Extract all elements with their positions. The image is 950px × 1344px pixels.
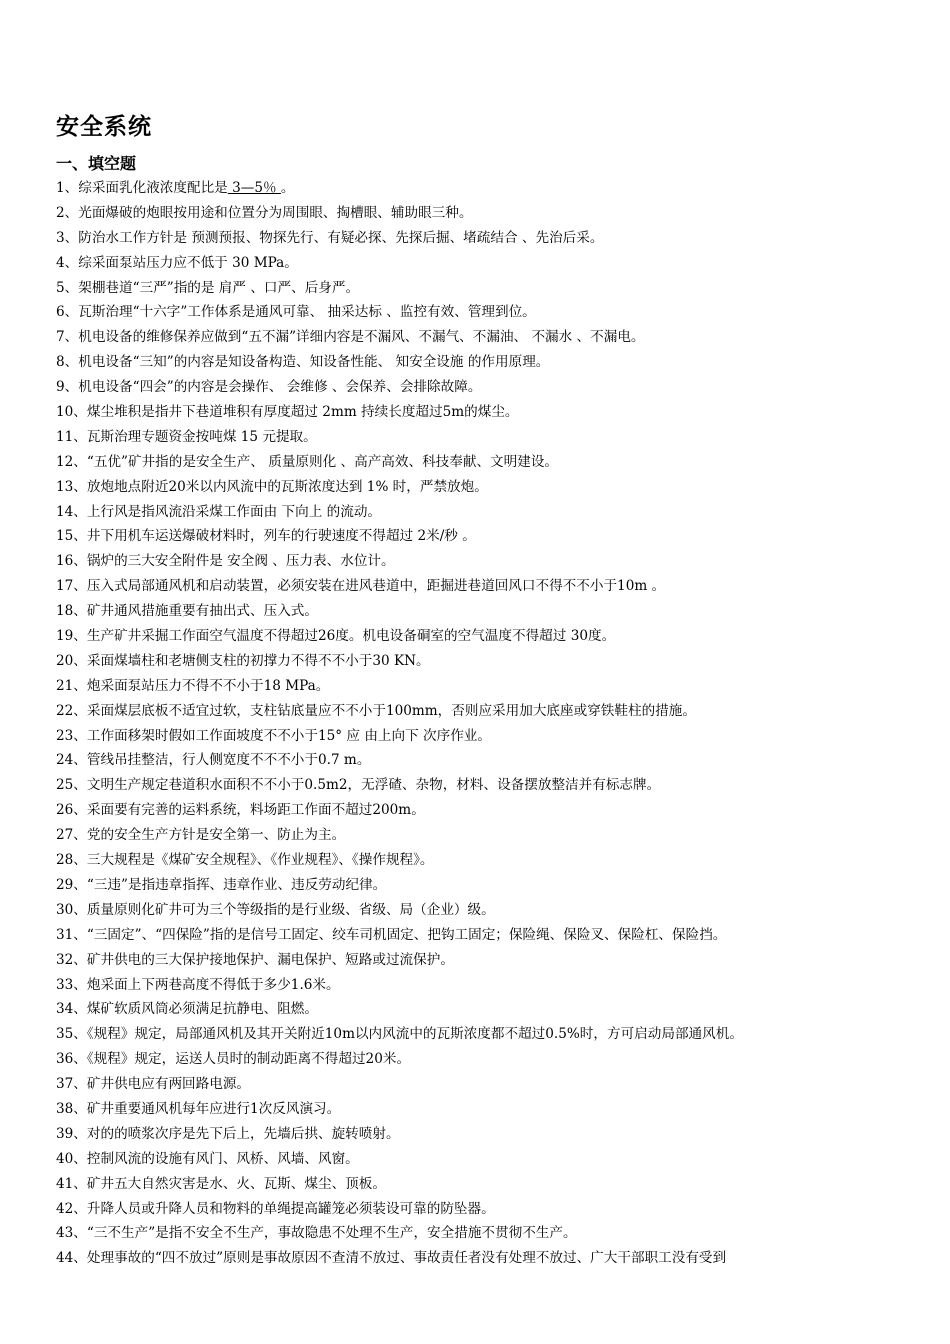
question-text: 8、机电设备“三知”的内容是知设备构造、知设备性能、 知安全设施 的作用原理。 [56,354,550,371]
question-text: 25、文明生产规定巷道积水面积不不小于0.5m2，无浮碴、杂物，材料、设备摆放整洁并有标志牌。 [56,777,661,794]
question-item [56,848,936,873]
question-text: 22、采面煤层底板不适宜过软，支柱钻底量应不不小于100mm，否则应采用加大底座或穿铁鞋柱的措施。 [56,702,696,719]
question-item [56,325,936,350]
question-item [56,1097,936,1122]
question-item [56,1221,936,1246]
question-item [56,500,936,525]
question-text: 36、《规程》规定，运送人员时的制动距离不得超过20米。 [56,1051,411,1068]
question-text: 41、矿井五大自然灾害是水、火、瓦斯、煤尘、顶板。 [56,1175,386,1192]
question-text: 23、工作面移架时假如工作面坡度不不小于15° 应 由上向下 次序作业。 [56,727,491,744]
question-text: 33、炮采面上下两巷高度不得低于多少1.6米。 [56,976,340,993]
question-item [56,350,936,375]
question-item [56,823,936,848]
question-item [56,226,936,251]
question-text: 20、采面煤墙柱和老塘侧支柱的初撑力不得不不小于30 KN。 [56,652,430,669]
question-text: 7、机电设备的维修保养应做到“五不漏”详细内容是不漏风、不漏气、不漏油、 不漏水 、不漏电。 [56,329,645,346]
question-text: 24、管线吊挂整洁，行人侧宽度不不不小于0.7 m。 [56,752,371,769]
question-item [56,674,936,699]
question-item [56,425,936,450]
question-text: 38、矿井重要通风机每年应进行1次反风演习。 [56,1100,341,1117]
question-item [56,524,936,549]
question-item [56,798,936,823]
question-item [56,1047,936,1072]
question-text: 16、锅炉的三大安全附件是 安全阀 、压力表、水位计。 [56,553,395,570]
question-text: 。 [280,180,295,196]
page-title: 安全系统 [56,114,152,140]
question-item [56,1072,936,1097]
question-item [56,997,936,1022]
question-text: 31、“三固定”、“四保险”指的是信号工固定、绞车司机固定、把钩工固定；保险绳、保险叉、保险杠、保险挡。 [56,926,727,943]
question-text: 18、矿井通风措施重要有抽出式、压入式。 [56,603,318,620]
question-item [56,201,936,226]
question-item [56,1246,936,1271]
question-text: 29、“三违”是指违章指挥、违章作业、违反劳动纪律。 [56,876,387,893]
question-item [56,773,936,798]
question-text: 26、采面要有完善的运料系统，料场距工作面不超过200m。 [56,802,425,819]
question-item [56,624,936,649]
question-text: 14、上行风是指风流沿采煤工作面由 下向上 的流动。 [56,503,382,520]
question-item [56,699,936,724]
question-text: 30、质量原则化矿井可为三个等级指的是行业级、省级、局（企业）级。 [56,901,495,918]
question-text: 11、瓦斯治理专题资金按吨煤 15 元提取。 [56,428,317,445]
question-text: 10、煤尘堆积是指井下巷道堆积有厚度超过 2mm 持续长度超过5m的煤尘。 [56,404,519,421]
question-text: 44、处理事故的“四不放过”原则是事故原因不查清不放过、事故责任者没有处理不放过、广大干部职工没有受到 [56,1250,727,1267]
question-text: 43、“三不生产”是指不安全不生产，事故隐患不处理不生产，安全措施不贯彻不生产。 [56,1225,577,1242]
question-item [56,276,936,301]
question-list [56,176,936,1271]
answer-blank: 3—5％ [227,180,281,196]
question-item [56,1147,936,1172]
question-item [56,475,936,500]
question-item [56,973,936,998]
question-item [56,300,936,325]
question-text: 9、机电设备“四会”的内容是会操作、 会维修 、会保养、会排除故障。 [56,379,482,396]
question-text: 4、综采面泵站压力应不低于 30 MPa。 [56,254,298,271]
question-item [56,649,936,674]
question-item [56,400,936,425]
question-text: 19、生产矿井采掘工作面空气温度不得超过26度。机电设备硐室的空气温度不得超过 30度。 [56,628,616,645]
question-item [56,375,936,400]
question-item [56,1197,936,1222]
question-text: 21、炮采面泵站压力不得不不小于18 MPa。 [56,677,330,694]
question-text: 39、对的的喷浆次序是先下后上，先墙后拱、旋转喷射。 [56,1125,400,1142]
question-text: 13、放炮地点附近20米以内风流中的瓦斯浓度达到 1% 时，严禁放炮。 [56,478,488,495]
question-item [56,1122,936,1147]
question-text: 35、《规程》规定，局部通风机及其开关附近10m以内风流中的瓦斯浓度都不超过0.5%时，方可启动局部通风机。 [56,1026,743,1043]
question-text: 3、防治水工作方针是 预测预报、物探先行、有疑必探、先探后掘、堵疏结合 、先治后采。 [56,229,604,246]
question-text: 32、矿井供电的三大保护接地保护、漏电保护、短路或过流保护。 [56,951,454,968]
section-heading: 一、填空题 [56,154,137,173]
question-text: 6、瓦斯治理“十六字”工作体系是通风可靠、 抽采达标 、监控有效、管理到位。 [56,304,536,321]
question-item [56,1022,936,1047]
question-item [56,948,936,973]
question-text: 1、综采面乳化液浓度配比是 [56,180,228,196]
question-item [56,898,936,923]
question-text: 12、“五优”矿井指的是安全生产、 质量原则化 、高产高效、科技奉献、文明建设。 [56,453,559,470]
question-item [56,251,936,276]
question-item [56,574,936,599]
question-text: 2、光面爆破的炮眼按用途和位置分为周围眼、掏槽眼、辅助眼三种。 [56,204,473,221]
question-item [56,599,936,624]
question-text: 42、升降人员或升降人员和物料的单绳提高罐笼必须装设可靠的防坠器。 [56,1200,495,1217]
question-text: 15、井下用机车运送爆破材料时，列车的行驶速度不得超过 2米/秒 。 [56,528,476,545]
question-item [56,549,936,574]
question-text: 34、煤矿软质风筒必须满足抗静电、阻燃。 [56,1001,318,1018]
question-item [56,724,936,749]
question-item [56,176,936,201]
question-item [56,450,936,475]
question-text: 28、三大规程是《煤矿安全规程》、《作业规程》、《操作规程》。 [56,852,434,869]
question-text: 40、控制风流的设施有风门、风桥、风墙、风窗。 [56,1150,359,1167]
question-item [56,923,936,948]
question-item [56,1172,936,1197]
question-item [56,748,936,773]
question-text: 37、矿井供电应有两回路电源。 [56,1076,251,1093]
question-item [56,873,936,898]
question-text: 5、架棚巷道“三严”指的是 肩严 、口严、后身严。 [56,279,360,296]
question-text: 27、党的安全生产方针是安全第一、防止为主。 [56,827,346,844]
question-text: 17、压入式局部通风机和启动装置，必须安装在进风巷道中，距掘进巷道回风口不得不不小于10m 。 [56,578,666,595]
